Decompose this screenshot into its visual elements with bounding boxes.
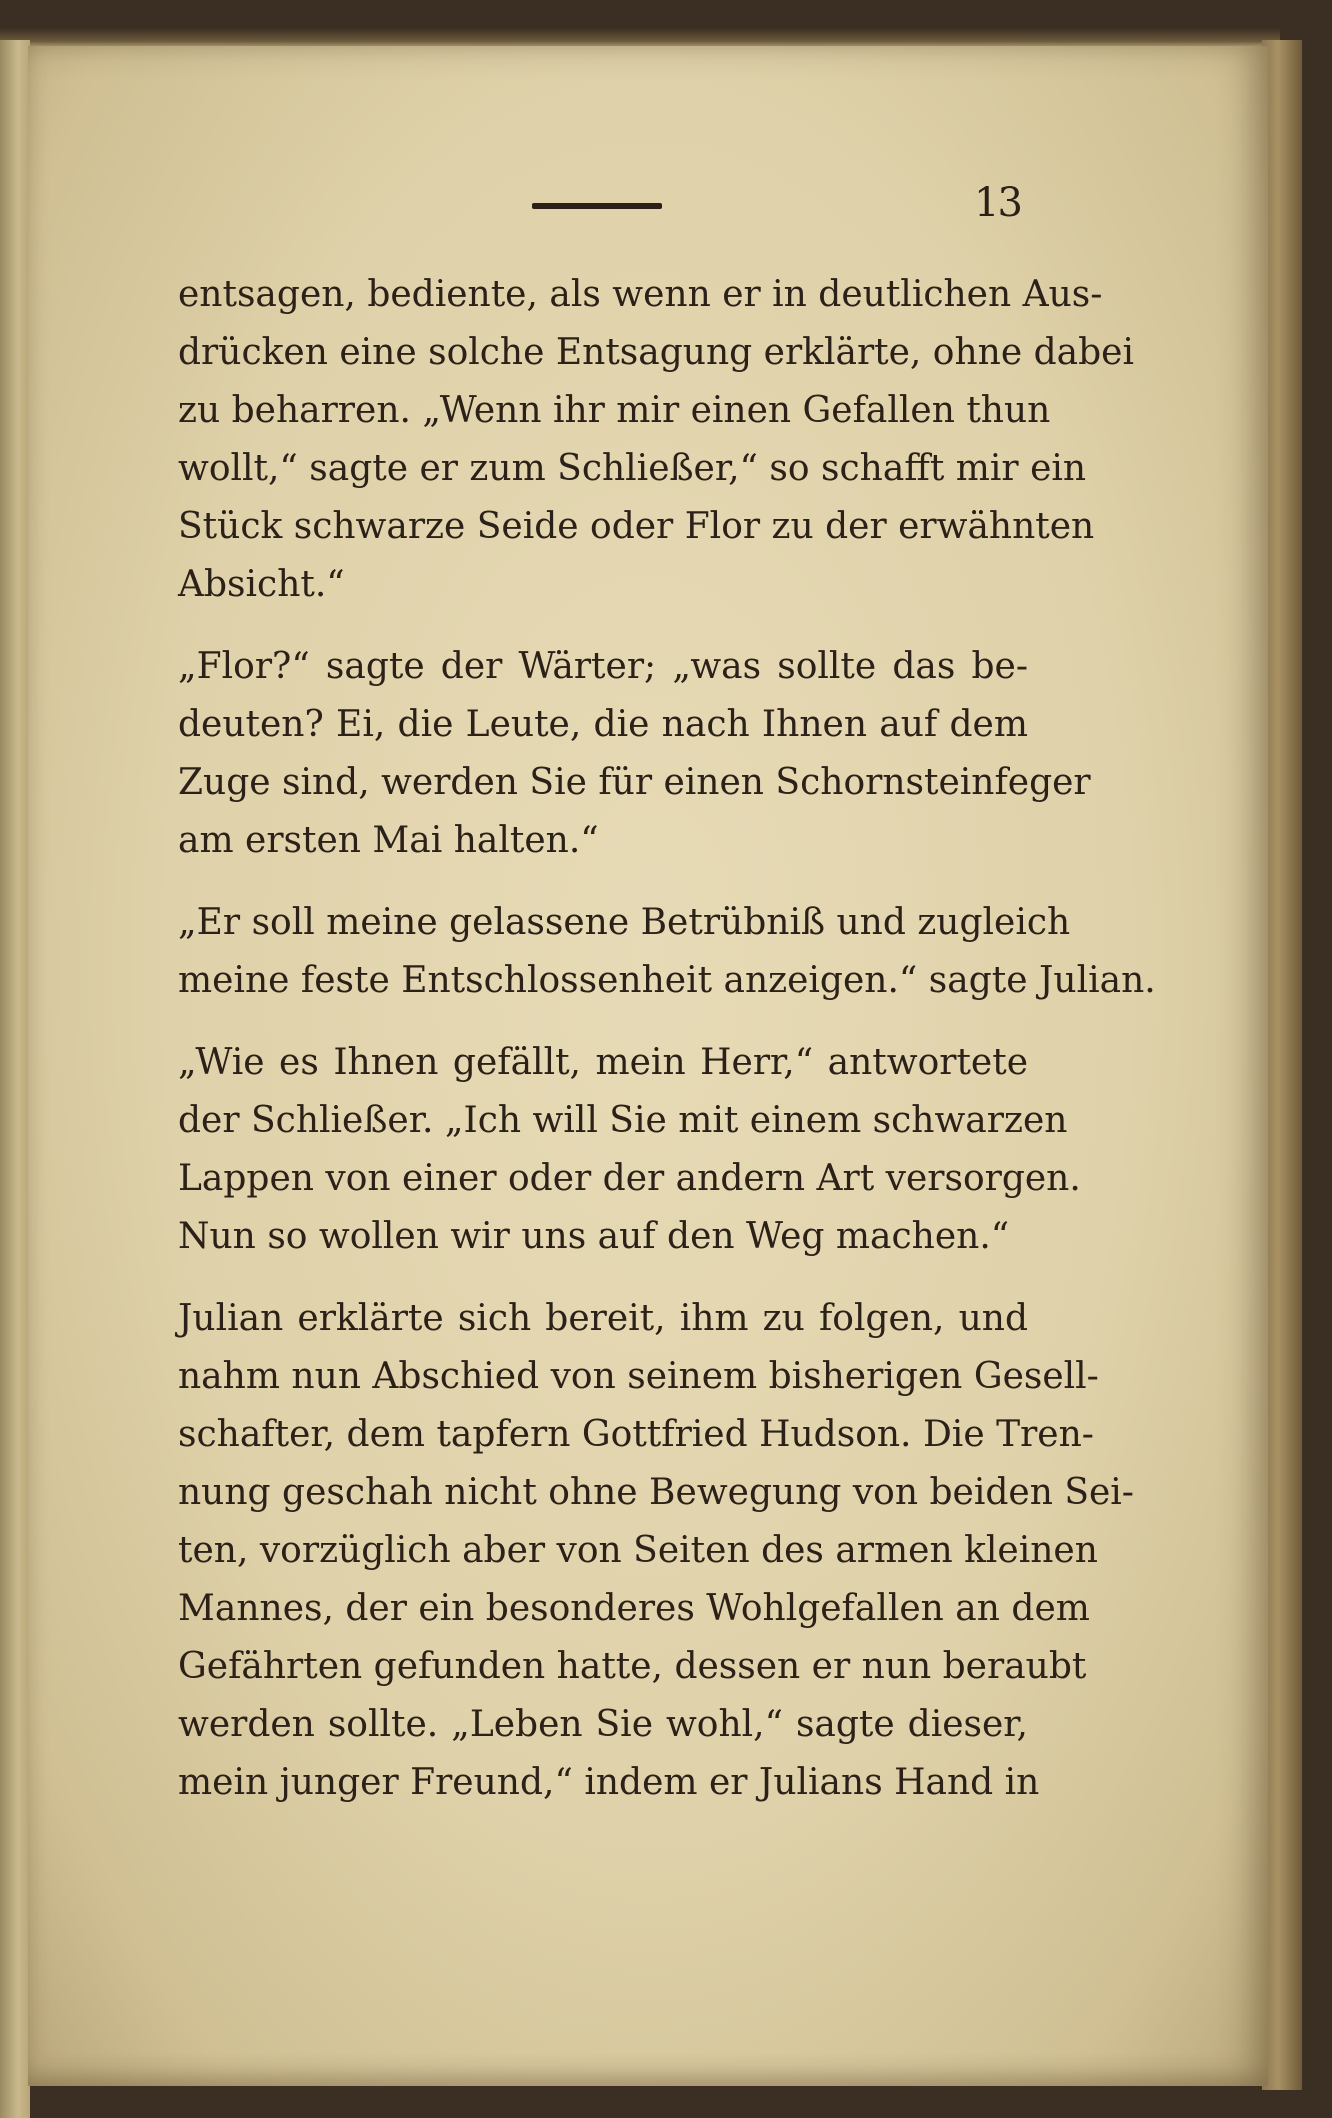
paragraph-gap (178, 614, 1028, 638)
text-line: nung geschah nicht ohne Bewegung von beiden Sei- (178, 1472, 1134, 1513)
text-line: deuten? Ei, die Leute, die nach Ihnen auf dem (178, 704, 1028, 745)
paragraph-gap (178, 1010, 1028, 1034)
text-line: Absicht.“ (178, 564, 345, 605)
text-line: ten, vorzüglich aber von Seiten des armen kleinen (178, 1530, 1098, 1571)
text-line: schafter, dem tapfern Gottfried Hudson. Die Tren- (178, 1414, 1094, 1455)
text-line: „Flor?“ sagte der Wärter; „was sollte das be- (178, 646, 1028, 687)
text-line: „Er soll meine gelassene Betrübniß und zugleich (178, 902, 1071, 943)
text-line: Gefährten gefunden hatte, dessen er nun beraubt (178, 1646, 1087, 1687)
text-line: Stück schwarze Seide oder Flor zu der erwähnten (178, 506, 1095, 547)
text-line: Zuge sind, werden Sie für einen Schornsteinfeger (178, 762, 1091, 803)
text-line: nahm nun Abschied von seinem bisherigen Gesell- (178, 1356, 1099, 1397)
text-line: meine feste Entschlossenheit anzeigen.“ sagte Julian. (178, 960, 1156, 1001)
page-number: 13 (974, 180, 1021, 226)
book-gutter (0, 40, 30, 2118)
text-line: zu beharren. „Wenn ihr mir einen Gefallen thun (178, 390, 1051, 431)
book-page-edge (1262, 40, 1302, 2090)
text-line: „Wie es Ihnen gefällt, mein Herr,“ antwortete (178, 1042, 1028, 1083)
text-line: entsagen, bediente, als wenn er in deutlichen Aus- (178, 274, 1103, 315)
text-line: drücken eine solche Entsagung erklärte, ohne dabei (178, 332, 1134, 373)
text-line: Lappen von einer oder der andern Art versorgen. (178, 1158, 1081, 1199)
text-line: Julian erklärte sich bereit, ihm zu folgen, und (178, 1298, 1028, 1339)
header-rule (532, 203, 662, 209)
text-line: Nun so wollen wir uns auf den Weg machen.“ (178, 1216, 1010, 1257)
paragraph-gap (178, 1266, 1028, 1290)
body-text (178, 266, 1156, 1812)
text-line: am ersten Mai halten.“ (178, 820, 599, 861)
text-line: Mannes, der ein besonderes Wohlgefallen an dem (178, 1588, 1090, 1629)
text-line: wollt,“ sagte er zum Schließer,“ so schafft mir ein (178, 448, 1087, 489)
text-line: der Schließer. „Ich will Sie mit einem schwarzen (178, 1100, 1068, 1141)
paragraph-gap (178, 870, 1028, 894)
text-line: werden sollte. „Leben Sie wohl,“ sagte dieser, (178, 1704, 1028, 1745)
text-line: mein junger Freund,“ indem er Julians Hand in (178, 1762, 1040, 1803)
